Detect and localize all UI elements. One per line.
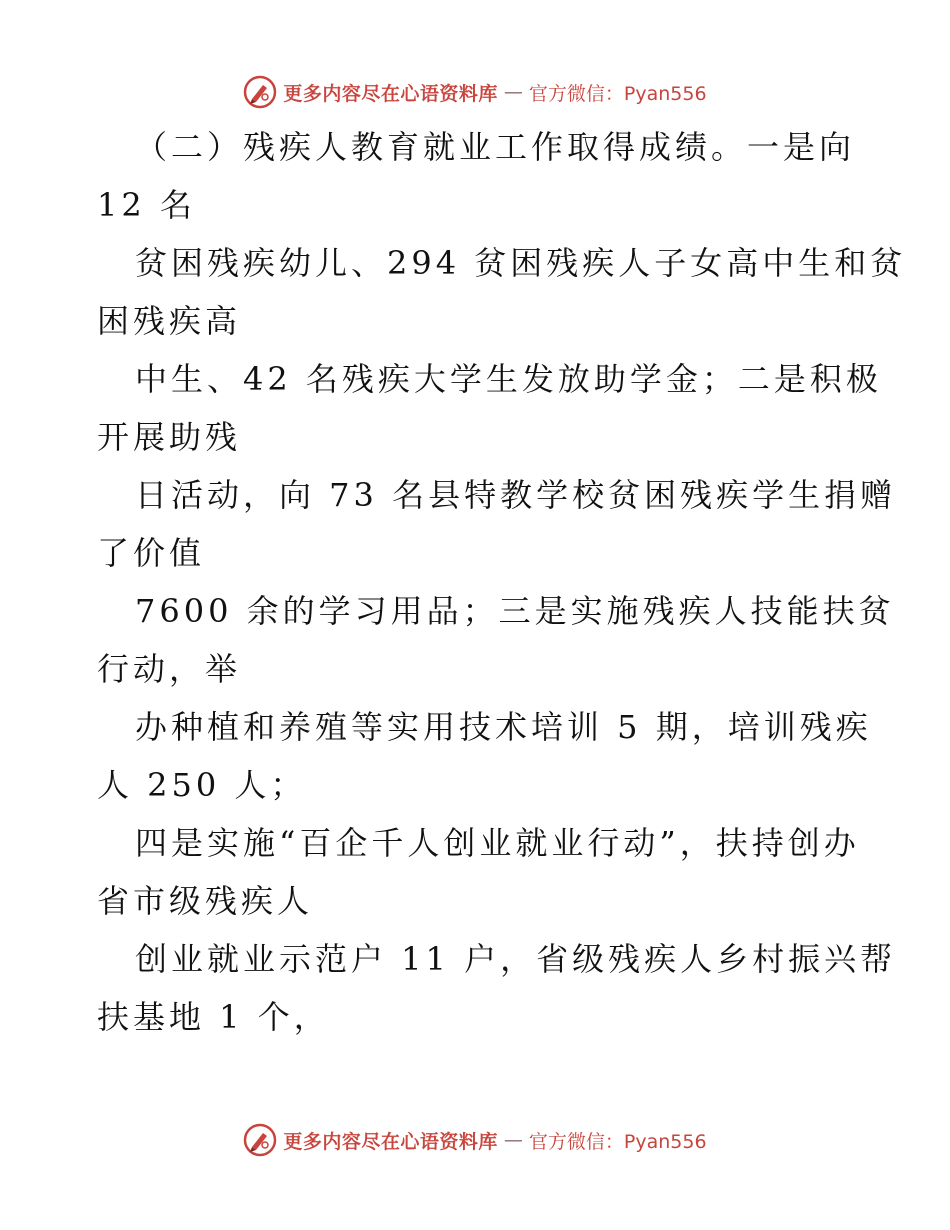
paragraph-line: 了价值 xyxy=(97,534,206,572)
paragraph-line: 扶基地 1 个， xyxy=(97,998,330,1036)
pen-logo-icon xyxy=(243,1123,277,1157)
paragraph-line: 创业就业示范户 11 户，省级残疾人乡村振兴帮 xyxy=(135,940,897,978)
watermark-contact-text: 官方微信：Pyan556 xyxy=(528,1130,707,1153)
watermark-site-text: 更多内容尽在心语资料库 xyxy=(283,82,498,105)
header-watermark xyxy=(0,72,950,112)
pen-logo-icon xyxy=(243,75,277,109)
watermark-contact-text: 官方微信：Pyan556 xyxy=(528,82,707,105)
paragraph-line: 7600 余的学习用品；三是实施残疾人技能扶贫 xyxy=(135,592,895,630)
watermark-separator: — xyxy=(503,1129,523,1151)
paragraph-line: 人 250 人； xyxy=(97,766,307,804)
footer-watermark xyxy=(0,1120,950,1160)
paragraph-line: 行动，举 xyxy=(97,650,242,688)
paragraph-line: 开展助残 xyxy=(97,418,242,456)
paragraph-line: 贫困残疾幼儿、294 贫困残疾人子女高中生和贫 xyxy=(135,244,907,282)
paragraph-line: 四是实施“百企千人创业就业行动”，扶持创办 xyxy=(135,824,860,862)
paragraph-line: 办种植和养殖等实用技术培训 5 期，培训残疾 xyxy=(135,708,872,746)
paragraph-line: 困残疾高 xyxy=(97,302,242,340)
watermark-site-text: 更多内容尽在心语资料库 xyxy=(283,1130,498,1153)
watermark-separator: — xyxy=(503,81,523,103)
document-body xyxy=(97,118,907,1046)
paragraph-line: （二）残疾人教育就业工作取得成绩。一是向 xyxy=(135,128,856,166)
paragraph-line: 日活动，向 73 名县特教学校贫困残疾学生捐赠 xyxy=(135,476,897,514)
paragraph-line: 12 名 xyxy=(97,186,196,224)
paragraph-line: 省市级残疾人 xyxy=(97,882,314,920)
paragraph-line: 中生、42 名残疾大学生发放助学金；二是积极 xyxy=(135,360,882,398)
